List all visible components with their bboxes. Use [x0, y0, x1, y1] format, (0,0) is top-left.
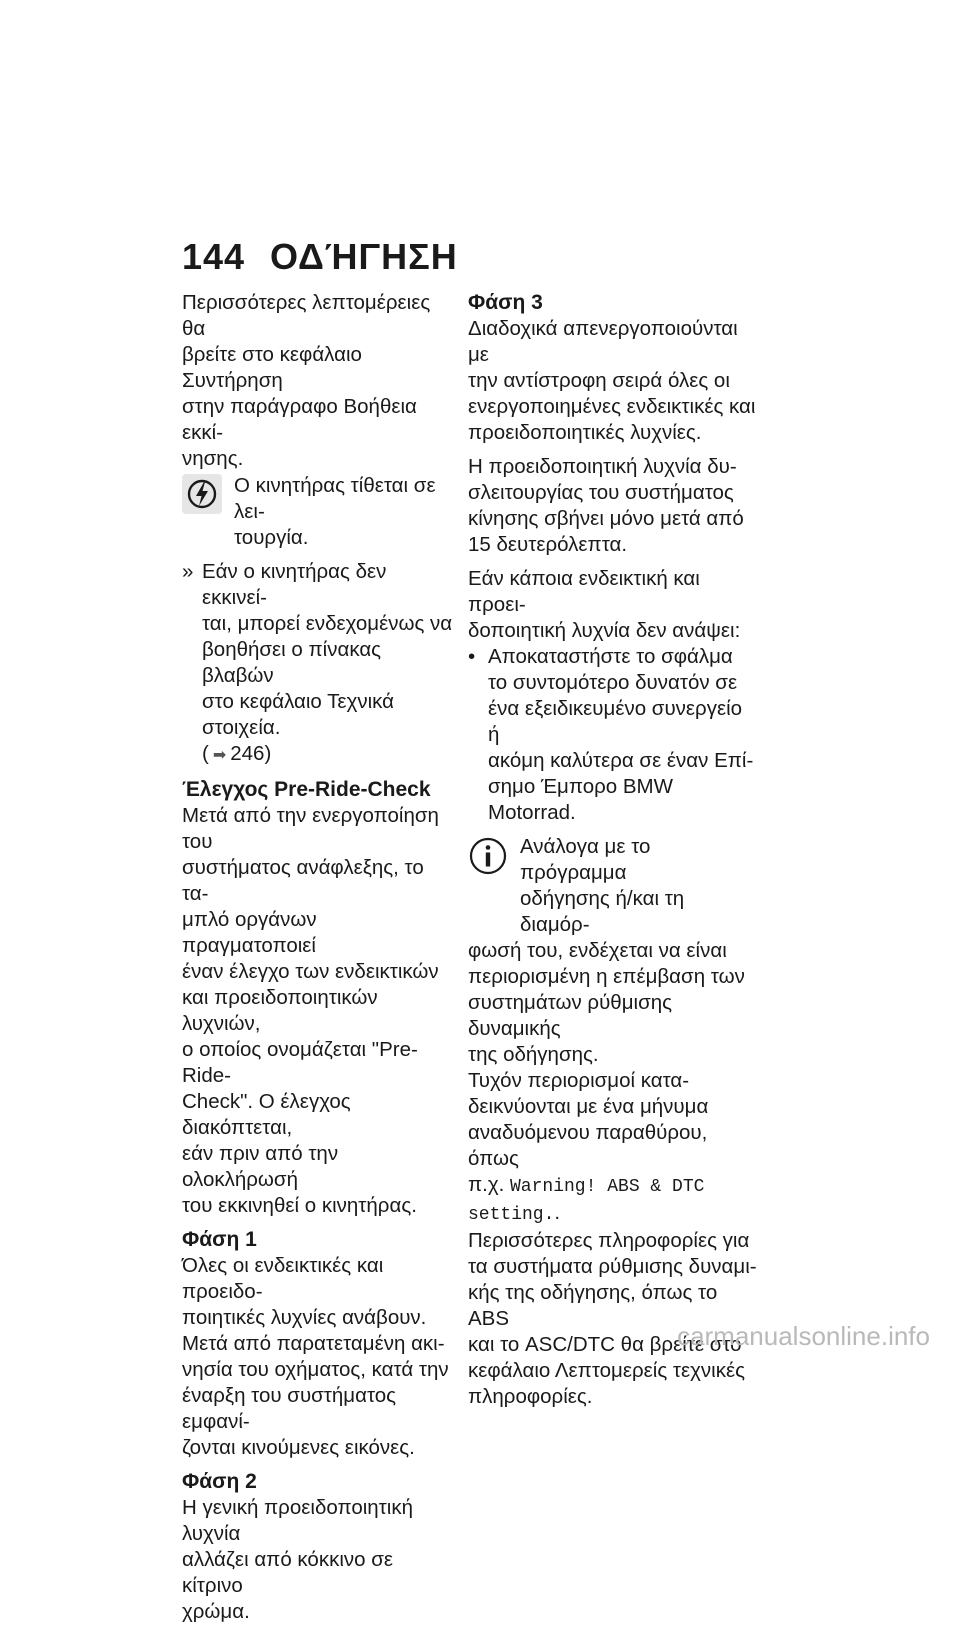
engine-lightning-icon [182, 474, 222, 514]
bullet-marker: • [468, 645, 476, 668]
intro-paragraph: Περισσότερες λεπτομέρειες θα βρείτε στο κεφάλαιο Συντήρηση στην παράγραφο Βοήθεια εκκί- νησης. [182, 291, 431, 470]
info-icon [468, 836, 508, 876]
engine-start-bullet: » Εάν ο κινητήρας δεν εκκινεί- ται, μπορεί ενδεχομένως να βοηθήσει ο πίνακας βλαβών στο κεφάλαιο Τεχνικά στοιχεία. ( ➡ 246) [182, 559, 454, 769]
limits-paragraph: Τυχόν περιορισμοί κατα- δεικνύονται με ένα μήνυμα αναδυόμενου παραθύρου, όπως π.χ. Warning! ABS & DTC setting.. [468, 1069, 709, 1225]
site-watermark: carmanualsonline.info [677, 1321, 930, 1351]
if-not-lit-paragraph: Εάν κάποια ενδεικτική και προει- δοποιητική λυχνία δεν ανάψει: [468, 567, 741, 642]
phase-3-paragraph: Διαδοχικά απενεργοποιούνται με την αντίστροφη σειρά όλες οι ενεργοποιημένες ενδεικτικές και προειδοποιητικές λυχνίες. [468, 317, 756, 444]
page-header [182, 236, 458, 278]
section-heading-phase-1: Φάση 1 [182, 1228, 257, 1251]
section-heading-phase-2: Φάση 2 [182, 1470, 257, 1493]
engine-running-note: Ο κινητήρας τίθεται σε λει- τουργία. [182, 472, 454, 551]
warning-light-paragraph: Η προειδοποιητική λυχνία δυ- σλειτουργίας του συστήματος κίνησης σβήνει μόνο μετά από 15 δευτερόλεπτα. [468, 455, 744, 556]
chapter-title: ΟΔΉΓΗΣΗ [270, 236, 458, 277]
arrow-icon: ➡ [212, 747, 227, 764]
section-heading-phase-3: Φάση 3 [468, 291, 543, 314]
page-reference[interactable]: ( ➡ 246) [202, 742, 272, 765]
section-heading-pre-ride-check: Έλεγχος Pre-Ride-Check [182, 778, 431, 801]
right-column [468, 290, 758, 1410]
popup-message-code: Warning! ABS & DTC [510, 1177, 705, 1197]
phase-2-paragraph: Η γενική προειδοποιητική λυχνία αλλάζει από κόκκινο σε κίτρινο χρώμα. [182, 1496, 413, 1623]
phase-1-paragraph: Όλες οι ενδεικτικές και προειδο- ποιητικές λυχνίες ανάβουν. Μετά από παρατεταμένη ακι- νησία του οχήματος, κατά την έναρξη του συστήματος εμφανί- ζονται κινούμενες εικόνες. [182, 1254, 449, 1459]
info-note: Ανάλογα με το πρόγραμμα οδήγησης ή/και τη διαμόρ- [468, 834, 758, 938]
left-column [182, 290, 454, 1625]
more-info-paragraph: Περισσότερες πληροφορίες για τα συστήματα ρύθμισης δυναμι- κής της οδήγησης, όπως το ABS και το ASC/DTC θα βρείτε στο κεφάλαιο Λεπτομερείς τεχνικές πληροφορίες. [468, 1229, 757, 1408]
info-note-continued: φωσή του, ενδέχεται να είναι περιορισμένη η επέμβαση των συστημάτων ρύθμισης δυναμικής της οδήγησης. [468, 939, 745, 1066]
page-number: 144 [182, 236, 246, 277]
popup-message-code-continued: setting. [468, 1205, 555, 1225]
repair-bullet: • Αποκαταστήστε το σφάλμα το συντομότερο δυνατόν σε ένα εξειδικευμένο συνεργείο ή ακόμη καλύτερα σε έναν Επί- σημο Έμπορο BMW Motorrad. [468, 645, 754, 824]
pre-ride-check-paragraph: Μετά από την ενεργοποίηση του συστήματος ανάφλεξης, το τα- μπλό οργάνων πραγματοποιεί έναν έλεγχο των ενδεικτικών και προειδοποιητικών λυχνιών, ο οποίος ονομάζεται "Pre-Ride- Check". Ο έλεγχος διακόπτεται, εάν πριν από την ολοκλήρωσή του εκκινηθεί ο κινητήρας. [182, 804, 439, 1217]
bullet-marker: » [182, 560, 194, 583]
